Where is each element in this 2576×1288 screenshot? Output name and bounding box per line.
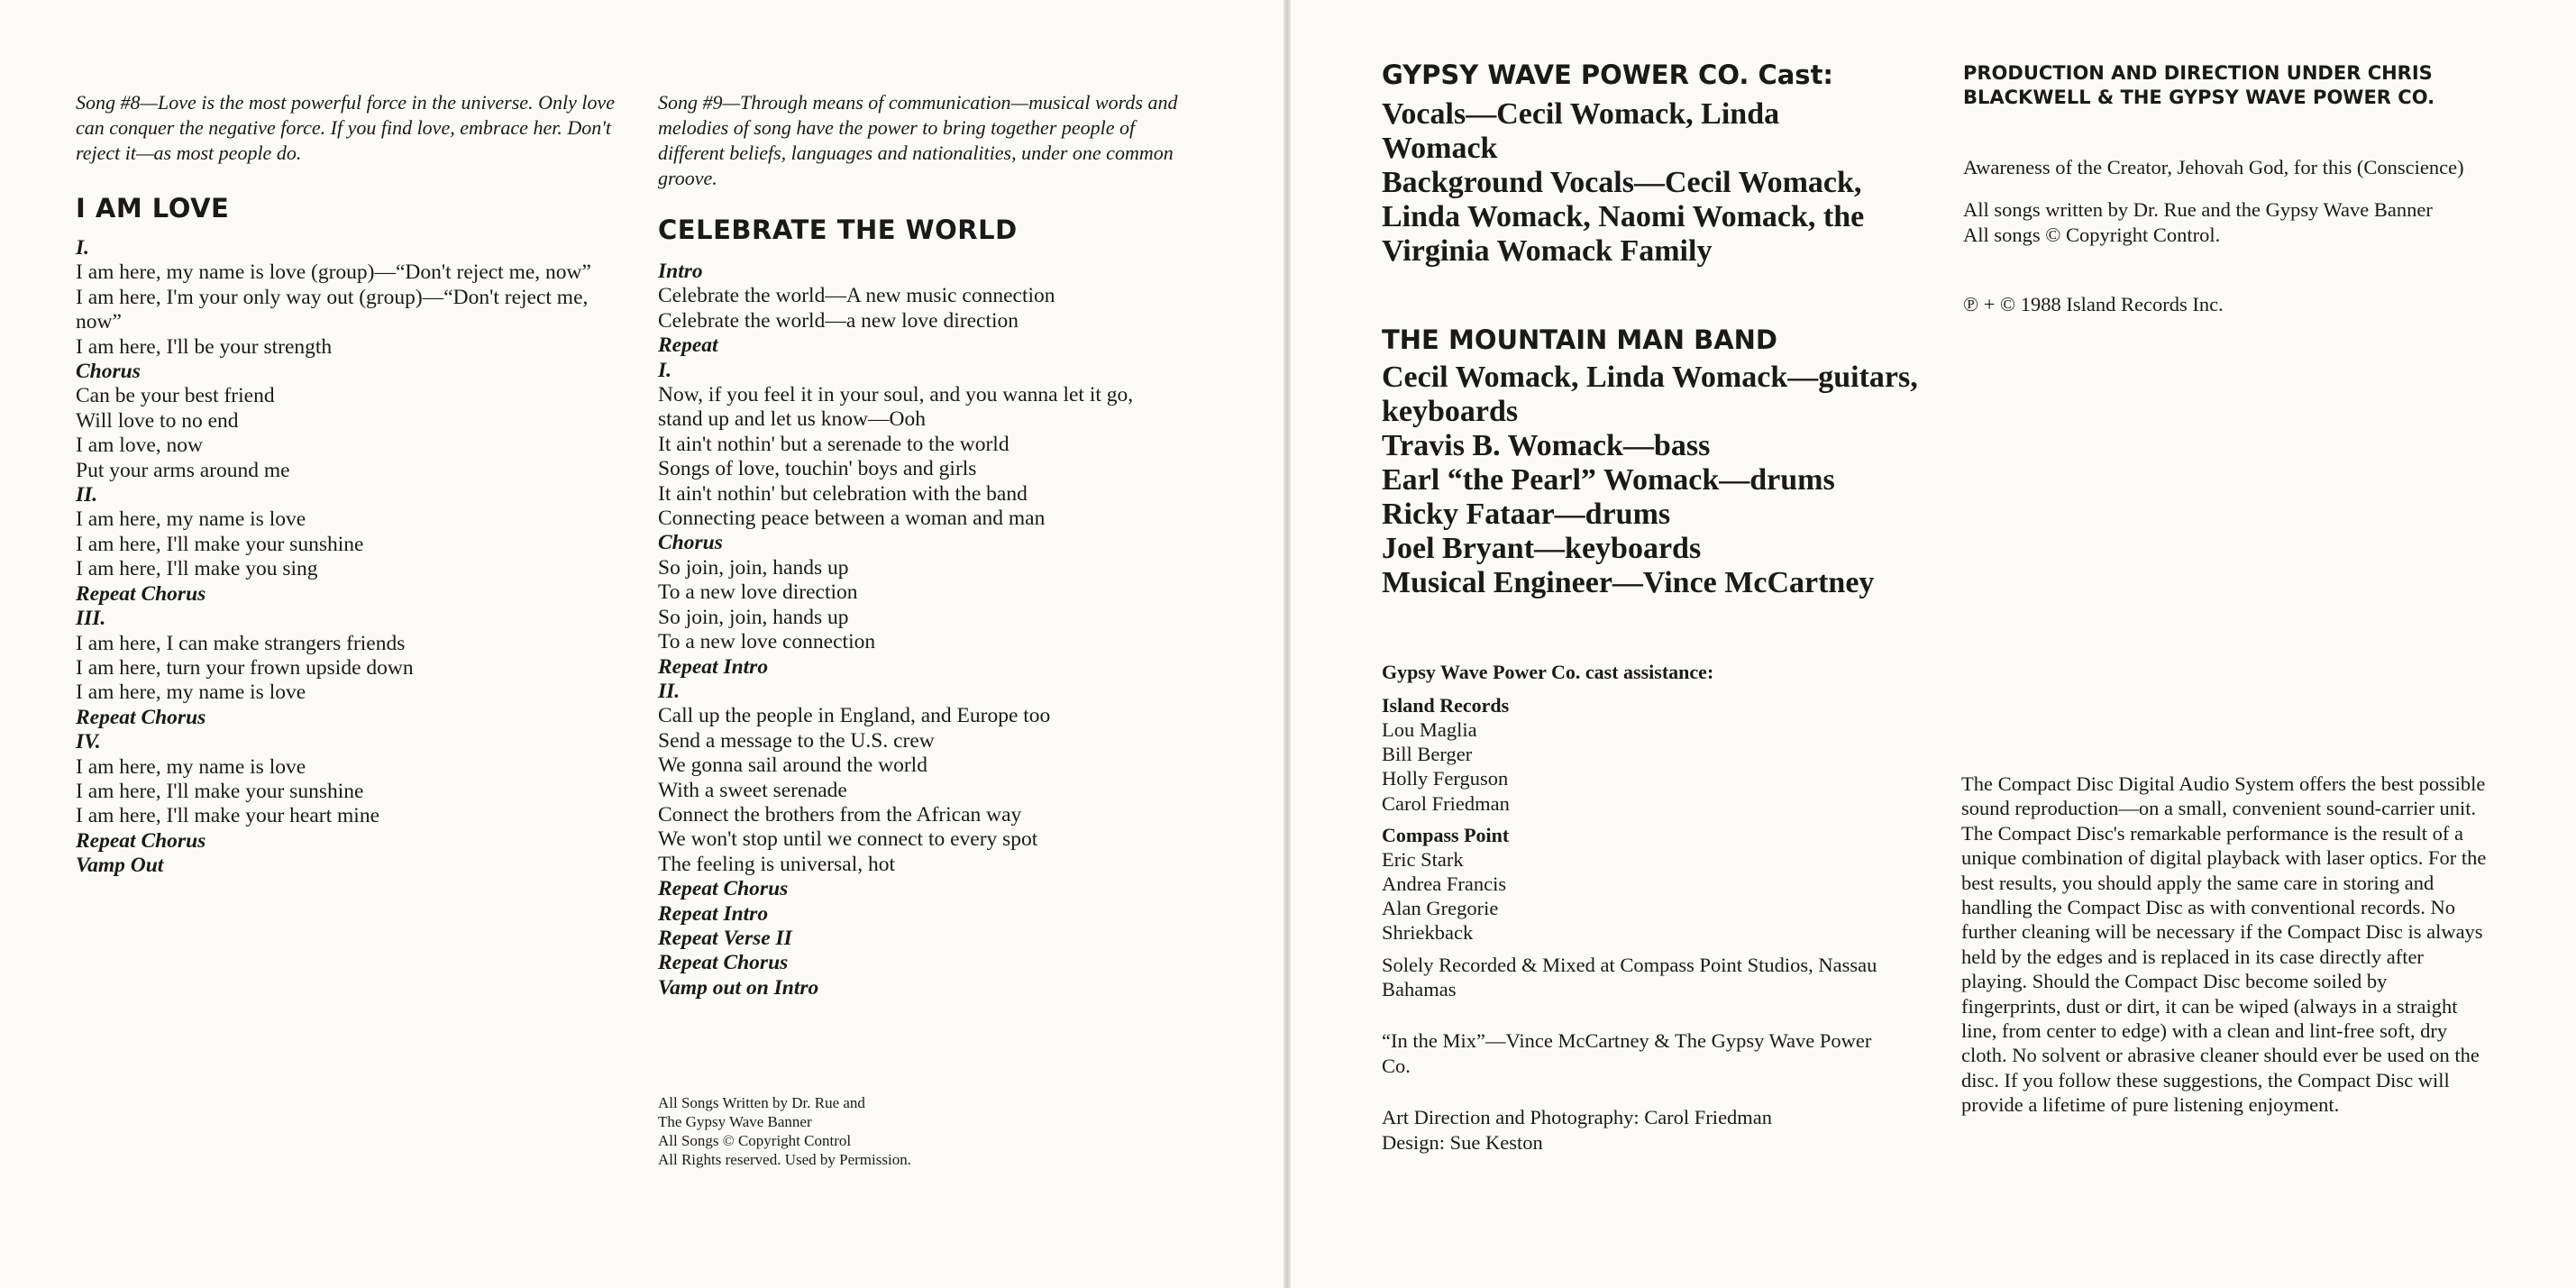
song-8-column: [76, 90, 635, 879]
lyric-line: I am here, my name is love: [76, 507, 306, 532]
cast-section: [1382, 59, 1900, 269]
lyric-line: Songs of love, touchin' boys and girls: [658, 457, 977, 481]
lyric-line: Put your arms around me: [76, 458, 290, 482]
section-marker: Vamp Out: [76, 854, 164, 878]
lyric-line: I am here, I'll make you sing: [76, 557, 318, 581]
section-marker: Chorus: [658, 531, 723, 555]
songwriting-footnote: [658, 1093, 1037, 1169]
lyric-line: Celebrate the world—a new love direction: [658, 308, 1019, 333]
lyric-line: With a sweet serenade: [658, 778, 847, 802]
lyric-line: I am here, I'm your only way out (group)—“Don't reject me, now”: [76, 285, 589, 334]
phonographic-copyright: ℗ + © 1988 Island Records Inc.: [1963, 293, 2224, 316]
song-8-lyrics: [76, 236, 635, 879]
page-fold: [1283, 0, 1291, 1288]
song-9-title: CELEBRATE THE WORLD: [658, 215, 1018, 245]
section-marker: Repeat Chorus: [76, 828, 206, 853]
recording-credit: Solely Recorded & Mixed at Compass Point Studios, Nassau Bahamas: [1382, 953, 1877, 1001]
songs-written-note: All songs written by Dr. Rue and the Gypsy Wave Banner: [1963, 198, 2433, 222]
band-heading: THE MOUNTAIN MAN BAND: [1382, 324, 1777, 355]
section-marker: II.: [76, 483, 98, 507]
section-marker: Repeat Chorus: [658, 951, 789, 975]
lyric-line: I am here, I'll be your strength: [76, 334, 333, 359]
lyric-line: I am here, I'll make your sunshine: [76, 532, 364, 556]
list-item: Shriekback: [1382, 921, 1474, 945]
lyric-line: I am here, I'll make your sunshine: [76, 779, 364, 803]
lyric-line: I am here, my name is love (group)—“Don't reject me, now”: [76, 260, 591, 285]
lyric-line: So join, join, hands up: [658, 555, 849, 580]
song-8-intro: Song #8—Love is the most powerful force in the universe. Only love can conquer the negative force. If you find love, embrace her. Don't reject it—as most people do.: [76, 91, 615, 164]
list-item: Vocals—Cecil Womack, Linda Womack: [1382, 97, 1780, 165]
song-9-intro: Song #9—Through means of communication—musical words and melodies of song have the power to bring together people of different beliefs, languages and nationalities, under one common groove.: [658, 91, 1178, 189]
compass-point-list: [1382, 847, 1905, 945]
section-marker: IV.: [76, 730, 101, 754]
section-marker: Repeat Chorus: [76, 581, 206, 606]
cast-list: [1382, 97, 1900, 269]
assistance-heading: Gypsy Wave Power Co. cast assistance:: [1382, 661, 1714, 683]
footnote-line: All Songs Written by Dr. Rue and: [658, 1094, 865, 1111]
list-item: Earl “the Pearl” Womack—drums: [1382, 463, 1835, 497]
cast-heading: GYPSY WAVE POWER CO. Cast:: [1382, 59, 1834, 90]
lyric-line: I am here, I'll make your heart mine: [76, 804, 380, 828]
lyric-line: I am here, my name is love: [76, 681, 306, 705]
design-credit: Design: Sue Keston: [1382, 1130, 1543, 1154]
song-9-column: [658, 90, 1179, 1000]
song-9-lyrics: [658, 260, 1179, 1000]
list-item: Eric Stark: [1382, 847, 1464, 871]
lyric-line: Call up the people in England, and Europe too: [658, 704, 1051, 728]
compact-disc-notice: [1961, 772, 2488, 1118]
list-item: Travis B. Womack—bass: [1382, 429, 1711, 462]
band-list: [1382, 361, 1923, 600]
lyric-line: So join, join, hands up: [658, 605, 849, 629]
section-marker: Repeat: [658, 333, 718, 358]
section-marker: Repeat Intro: [658, 654, 769, 679]
section-marker: Repeat Verse II: [658, 926, 792, 950]
lyric-line: To a new love direction: [658, 580, 858, 605]
assistance-section: [1382, 660, 1905, 1155]
art-direction-credit: Art Direction and Photography: Carol Friedman: [1382, 1106, 1773, 1129]
section-marker: Repeat Intro: [658, 901, 769, 926]
mix-credit: “In the Mix”—Vince McCartney & The Gypsy Wave Power Co.: [1382, 1029, 1872, 1077]
compact-disc-text: The Compact Disc Digital Audio System offers the best possible sound reproduction—on a small, convenient sound-carrier unit. The Compact Disc's remarkable performance is the result of a unique combination of digital playback with laser optics. For the best results, you should apply the same care in storing and handling the Compact Disc as with conventional records. No further cleaning will be necessary if the Compact Disc is always held by the edges and is replaced in its case directly after playing. Should the Compact Disc become soiled by fingerprints, dust or dirt, it can be wiped (always in a straight line, from center to edge) with a clean and lint-free soft, dry cloth. No solvent or abrasive cleaner should ever be used on the disc. If you follow these suggestions, the Compact Disc will provide a lifetime of pure listening enjoyment.: [1961, 772, 2487, 1117]
island-records-list: [1382, 717, 1905, 816]
section-marker: Vamp out on Intro: [658, 975, 819, 1000]
list-item: Background Vocals—Cecil Womack, Linda Womack, Naomi Womack, the Virginia Womack Family: [1382, 166, 1865, 268]
lyric-line: The feeling is universal, hot: [658, 852, 895, 876]
lyric-line: Can be your best friend: [76, 384, 275, 408]
list-item: Cecil Womack, Linda Womack—guitars, keyboards: [1382, 361, 1918, 428]
awareness-note: Awareness of the Creator, Jehovah God, for this (Conscience): [1963, 156, 2464, 178]
list-item: Lou Maglia: [1382, 718, 1477, 741]
list-item: Joel Bryant—keyboards: [1382, 532, 1702, 565]
list-item: Alan Gregorie: [1382, 897, 1499, 920]
footnote-line: The Gypsy Wave Banner: [658, 1113, 812, 1130]
songs-copyright-note: All songs © Copyright Control.: [1963, 223, 2221, 246]
section-marker: Repeat Chorus: [76, 705, 206, 729]
section-marker: Repeat Chorus: [658, 877, 789, 901]
lyric-line: I am here, I can make strangers friends: [76, 631, 406, 655]
section-marker: I.: [658, 358, 672, 382]
lyric-line: Send a message to the U.S. crew: [658, 728, 935, 753]
production-heading: PRODUCTION AND DIRECTION UNDER CHRIS BLACKWELL & THE GYPSY WAVE POWER CO.: [1963, 62, 2435, 108]
list-item: Carol Friedman: [1382, 791, 1510, 815]
list-item: Musical Engineer—Vince McCartney: [1382, 566, 1875, 599]
lyric-line: It ain't nothin' but celebration with the band: [658, 481, 1028, 506]
lyric-line: I am here, turn your frown upside down: [76, 655, 414, 680]
footnote-line: All Rights reserved. Used by Permission.: [658, 1151, 911, 1168]
lyric-line: We won't stop until we connect to every spot: [658, 827, 1038, 852]
lyric-line: Celebrate the world—A new music connection: [658, 284, 1055, 308]
lyric-line: It ain't nothin' but a serenade to the world: [658, 432, 1009, 456]
song-8-title: I AM LOVE: [76, 193, 230, 224]
production-section: [1963, 61, 2468, 317]
section-marker: Intro: [658, 260, 703, 283]
compass-point-heading: Compass Point: [1382, 823, 1510, 846]
lyric-line: We gonna sail around the world: [658, 754, 927, 778]
list-item: Andrea Francis: [1382, 872, 1507, 896]
lyric-line: Will love to no end: [76, 408, 239, 433]
band-section: [1382, 324, 1923, 600]
lyric-line: I am love, now: [76, 434, 203, 458]
list-item: Ricky Fataar—drums: [1382, 498, 1671, 531]
section-marker: II.: [658, 679, 681, 703]
lyric-line: Connect the brothers from the African way: [658, 802, 1022, 827]
list-item: Holly Ferguson: [1382, 767, 1509, 790]
lyric-line: To a new love connection: [658, 630, 876, 654]
section-marker: III.: [76, 607, 106, 631]
lyric-line: Now, if you feel it in your soul, and you wanna let it go, stand up and let us know—Ooh: [658, 383, 1134, 432]
section-marker: I.: [76, 236, 90, 260]
lyric-line: Connecting peace between a woman and man: [658, 507, 1046, 531]
list-item: Bill Berger: [1382, 743, 1473, 766]
island-records-heading: Island Records: [1382, 694, 1510, 717]
section-marker: Chorus: [76, 360, 141, 384]
footnote-line: All Songs © Copyright Control: [658, 1132, 852, 1149]
lyric-line: I am here, my name is love: [76, 754, 306, 779]
